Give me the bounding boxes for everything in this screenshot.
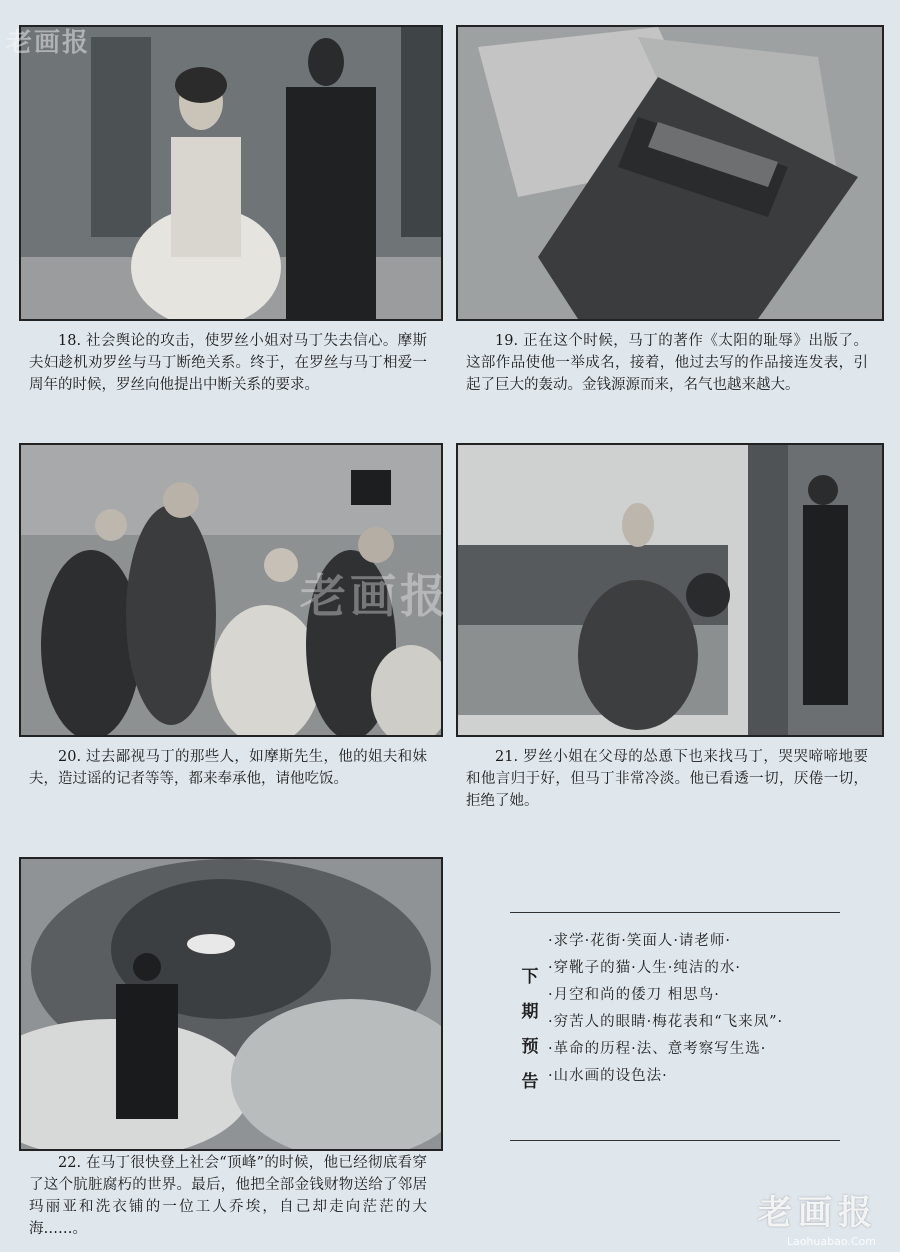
comic-panel-19 [456,25,884,321]
comic-panel-18 [19,25,443,321]
watermark-url: Laohuabao.Com [786,1235,876,1248]
comic-panel-21 [456,443,884,737]
comic-panel-22 [19,857,443,1151]
watermark-top-left: 老画报 [6,28,91,58]
preview-side-char: 预 [521,1037,539,1057]
preview-item: ·穷苦人的眼睛·梅花表和“飞来凤”· [548,1014,784,1030]
panel-21-illustration [458,445,882,735]
watermark-center: 老画报 [300,569,450,623]
caption-panel-18: 18. 社会舆论的攻击，使罗丝小姐对马丁失去信心。摩斯夫妇趁机劝罗丝与马丁断绝关系。终于，在罗丝与马丁相爱一周年的时候，罗丝向他提出中断关系的要求。 [29,333,427,393]
watermark-brand: 老画报 [758,1193,878,1233]
next-issue-preview [510,912,840,1144]
preview-side-label [518,960,542,1100]
preview-side-char: 期 [521,1002,539,1022]
preview-item-list [548,928,840,1090]
preview-side-char: 告 [521,1072,539,1092]
panel-22-illustration [21,859,441,1149]
panel-19-illustration [458,27,882,319]
preview-bottom-rule [510,1140,840,1141]
preview-item: ·山水画的设色法· [548,1068,668,1084]
preview-item: ·求学·花街·笑面人·请老师· [548,933,732,949]
caption-panel-22: 22. 在马丁很快登上社会“顶峰”的时候，他已经彻底看穿了这个肮脏腐朽的世界。最后，他把全部金钱财物送给了邻居玛丽亚和洗衣铺的一位工人乔埃，自己却走向茫茫的大海……。 [29,1155,427,1237]
caption-panel-20: 20. 过去鄙视马丁的那些人，如摩斯先生，他的姐夫和妹夫，造过谣的记者等等，都来奉承他，请他吃饭。 [29,749,427,787]
preview-item: ·月空和尚的倭刀 相思鸟· [548,987,720,1003]
panel-18-illustration [21,27,441,319]
caption-panel-19: 19. 正在这个时候，马丁的著作《太阳的耻辱》出版了。这部作品使他一举成名，接着，他过去写的作品接连发表，引起了巨大的轰动。金钱源源而来，名气也越来越大。 [466,333,868,393]
preview-side-char: 下 [521,967,539,987]
caption-panel-21: 21. 罗丝小姐在父母的怂恿下也来找马丁，哭哭啼啼地要和他言归于好，但马丁非常冷淡。他已看透一切，厌倦一切，拒绝了她。 [466,749,868,809]
preview-item: ·革命的历程·法、意考察写生选· [548,1041,767,1057]
preview-top-rule [510,912,840,913]
preview-item: ·穿靴子的猫·人生·纯洁的水· [548,960,741,976]
